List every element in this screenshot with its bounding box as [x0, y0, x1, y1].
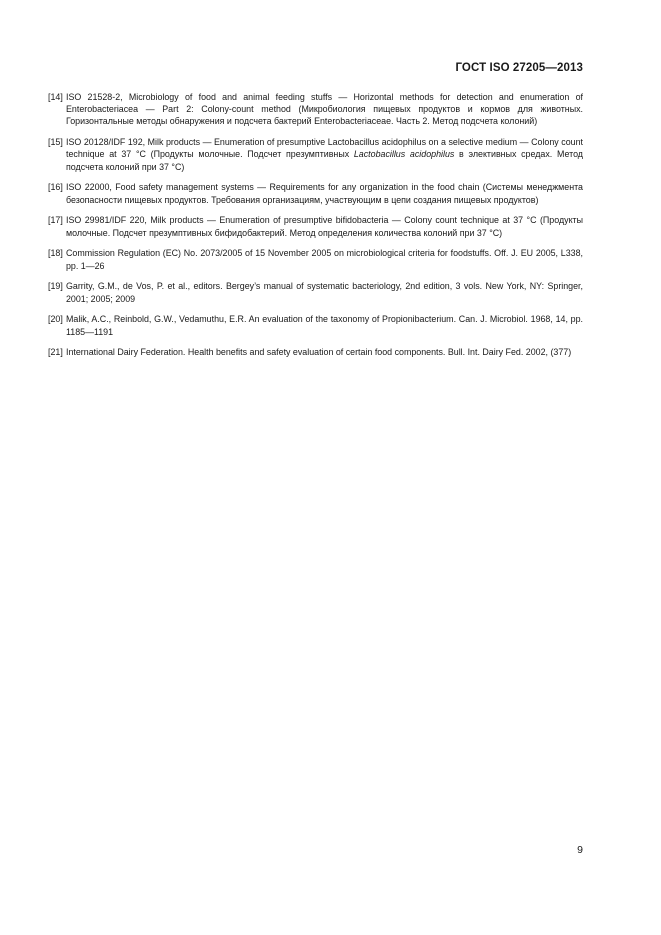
reference-number: [18]: [48, 248, 63, 259]
reference-item-17: [48, 214, 583, 238]
reference-text: Commission Regulation (EC) No. 2073/2005 of 15 November 2005 on microbiological criteria for foodstuffs. Off. J. EU 2005, L338, pp. 1—26: [66, 248, 583, 271]
reference-text: International Dairy Federation. Health benefits and safety evaluation of certain food components. Bull. Int. Dairy Fed. 2002, (377): [66, 347, 572, 358]
reference-number: [14]: [48, 92, 63, 102]
reference-item-18: [48, 247, 583, 271]
reference-item-20: [48, 313, 583, 337]
bibliography-list: [48, 91, 583, 367]
reference-item-21: [48, 346, 583, 358]
reference-item-15: [48, 136, 583, 173]
standard-id-header: ГОСТ ISO 27205—2013: [455, 62, 583, 74]
reference-number: [20]: [48, 314, 63, 325]
reference-number: [21]: [48, 347, 63, 358]
reference-text-part: в элективных средах. Метод подсчета колоний при 37 °C): [66, 149, 583, 172]
reference-text: Malik, A.C., Reinbold, G.W., Vedamuthu, E.R. An evaluation of the taxonomy of Propionibacterium. Can. J. Microbiol. 1968, 14, pp. 1185—1191: [66, 314, 583, 337]
reference-number: [19]: [48, 281, 63, 292]
reference-text: ISO 22000, Food safety management systems — Requirements for any organization in the food chain (Системы менеджмента безопасности пищевых продуктов. Требования организациям, участвующим в цепи создания пищевых продуктов): [66, 182, 583, 205]
reference-text-part: ISO 20128/IDF 192, Milk products — Enumeration of presumptive Lactobacillus acidophilus on a selective medium — Colony count technique at 37 °C (Продукты молочные. Подсчет презумптивных: [66, 137, 583, 160]
reference-item-14: [48, 91, 583, 128]
reference-item-16: [48, 181, 583, 205]
reference-text: [66, 137, 583, 171]
page-number: 9: [577, 844, 583, 856]
reference-text: Garrity, G.M., de Vos, P. et al., editors. Bergey’s manual of systematic bacteriology, 2nd edition, 3 vols. New York, NY: Springer, 2001; 2005; 2009: [66, 281, 583, 304]
reference-number: [17]: [48, 215, 63, 226]
reference-item-19: [48, 280, 583, 304]
reference-text-italic: Lactobacillus acidophilus: [353, 149, 455, 160]
reference-text: ISO 29981/IDF 220, Milk products — Enumeration of presumptive bifidobacteria — Colony count technique at 37 °C (Продукты молочные. Подсчет презумптивных бифидобактерий. Метод определения количества колоний при 37 °C): [66, 215, 583, 238]
reference-text: ISO 21528-2, Microbiology of food and animal feeding stuffs — Horizontal methods for detection and enumeration of Enterobacteriacea — Part 2: Colony-count method (Микробиология пищевых продуктов и кормов для животных. Горизонтальные методы обнаружения и подсчета бактерий Enterobacteriaceae. Часть 2. Метод подсчета колоний): [66, 92, 583, 127]
reference-number: [16]: [48, 182, 63, 193]
reference-number: [15]: [48, 137, 63, 148]
